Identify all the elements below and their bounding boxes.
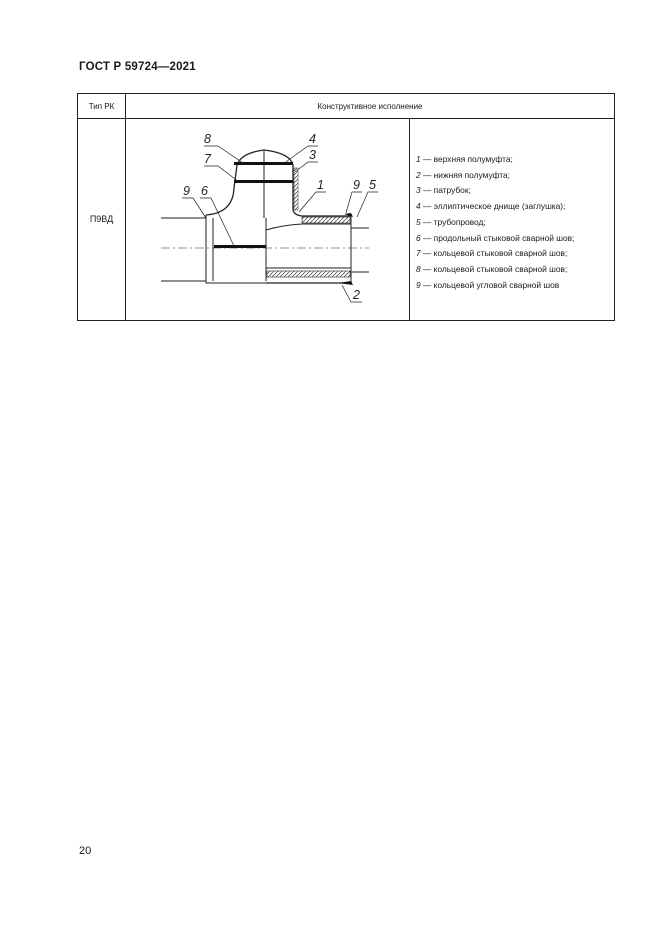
type-label: П9ВД [89, 214, 114, 224]
legend-number: 4 [415, 201, 421, 212]
legend-number: 2 [415, 169, 421, 180]
legend-number: 6 [415, 232, 421, 243]
legend-item [416, 199, 614, 215]
legend-item [416, 246, 614, 262]
half-coupling-left [206, 215, 266, 283]
table-row [78, 119, 615, 321]
legend-text: — продольный стыковой сварной шов; [420, 232, 575, 243]
legend-number: 5 [415, 216, 421, 227]
callout-9-right: 9 [353, 178, 360, 192]
legend-text: — патрубок; [420, 185, 471, 196]
leader-5 [357, 192, 378, 217]
legend-list [416, 152, 614, 293]
legend-item [416, 183, 614, 199]
header-type: Тип РК [78, 94, 126, 119]
document-title: ГОСТ Р 59724—2021 [79, 61, 196, 73]
callout-8: 8 [204, 132, 211, 146]
callout-9-left: 9 [183, 184, 190, 198]
legend-item [416, 168, 614, 184]
legend-text: — кольцевой стыковой сварной шов; [420, 263, 568, 274]
callout-2: 2 [353, 288, 360, 302]
legend-item [416, 262, 614, 278]
weld-7 [234, 180, 293, 183]
callout-7: 7 [204, 152, 211, 166]
legend-number: 1 [415, 154, 421, 164]
legend-number: 9 [415, 279, 421, 290]
legend-cell [409, 119, 614, 321]
legend-number: 7 [415, 248, 421, 259]
legend-item [416, 152, 614, 168]
upper-wall-hatch [302, 217, 350, 223]
legend-item [416, 278, 614, 294]
leader-3 [295, 162, 318, 172]
page-number: 20 [79, 845, 92, 857]
construction-table [77, 93, 615, 321]
legend-text: — кольцевой стыковой сварной шов; [420, 248, 568, 259]
callout-5: 5 [369, 178, 376, 192]
pipe-inner-top [266, 224, 351, 230]
legend-item [416, 215, 614, 231]
legend-number: 3 [415, 185, 421, 196]
legend-text: — кольцевой угловой сварной шов [420, 279, 560, 290]
legend-item [416, 231, 614, 247]
lower-wall-hatch [267, 271, 350, 277]
weld-2-bead [338, 281, 353, 285]
legend-text: — нижняя полумуфта; [420, 169, 510, 180]
legend-text: — трубопровод; [420, 216, 486, 227]
leader-9 [182, 198, 206, 218]
header-design: Конструктивное исполнение [126, 94, 615, 119]
tee-fitting-drawing [126, 119, 410, 320]
callout-4: 4 [309, 132, 316, 146]
legend-text: — верхняя полумуфта; [420, 154, 513, 164]
figure-cell [126, 119, 410, 321]
callout-1: 1 [317, 178, 324, 192]
callout-6: 6 [201, 184, 208, 198]
leader-7 [204, 166, 239, 182]
nozzle-wall-hatch [294, 168, 298, 210]
legend-text: — эллиптическое днище (заглушка); [420, 201, 566, 212]
leader-9b [346, 192, 362, 213]
type-cell [78, 119, 126, 321]
table-header-row [78, 94, 615, 119]
leader-1 [299, 192, 326, 212]
weld-6 [214, 245, 266, 248]
callout-3: 3 [309, 148, 316, 162]
legend-number: 8 [415, 263, 421, 274]
